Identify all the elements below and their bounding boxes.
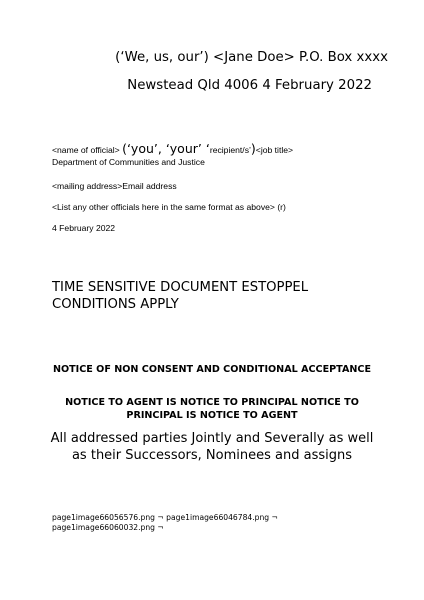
image-references: page1image66056576.png ¬ page1image66046784.png ¬ page1image66060032.png ¬ bbox=[52, 513, 278, 532]
recipient-close-paren: ) bbox=[250, 141, 256, 156]
addressed-parties-statement: All addressed parties Jointly and Severally as well as their Successors, Nominees and assigns bbox=[50, 431, 374, 463]
recipient-block bbox=[52, 143, 392, 168]
mailing-address: <mailing address>Email address bbox=[52, 181, 177, 191]
letter-date: 4 February 2022 bbox=[52, 223, 116, 233]
other-officials: <List any other officials here in the same format as above> (r) bbox=[52, 202, 286, 212]
recipient-department: Department of Communities and Justice bbox=[52, 157, 205, 167]
recipient-job-title: <job title> bbox=[255, 145, 294, 155]
estoppel-heading: TIME SENSITIVE DOCUMENT ESTOPPEL CONDITIONS APPLY bbox=[52, 280, 309, 312]
sender-address-line-2: Newstead Qld 4006 4 February 2022 bbox=[127, 78, 372, 93]
notice-heading-non-consent: NOTICE OF NON CONSENT AND CONDITIONAL ACCEPTANCE bbox=[52, 364, 372, 375]
recipient-you-terms: (‘you’, ‘your’ ‘ bbox=[122, 141, 210, 156]
recipient-term: recipient/s’ bbox=[209, 145, 251, 155]
sender-address-line-1: (‘We, us, our’) <Jane Doe> P.O. Box xxxx bbox=[115, 50, 388, 65]
notice-heading-agent-principal: NOTICE TO AGENT IS NOTICE TO PRINCIPAL NOTICE TO PRINCIPAL IS NOTICE TO AGENT bbox=[65, 397, 359, 421]
recipient-name-placeholder: <name of official> bbox=[52, 145, 120, 155]
